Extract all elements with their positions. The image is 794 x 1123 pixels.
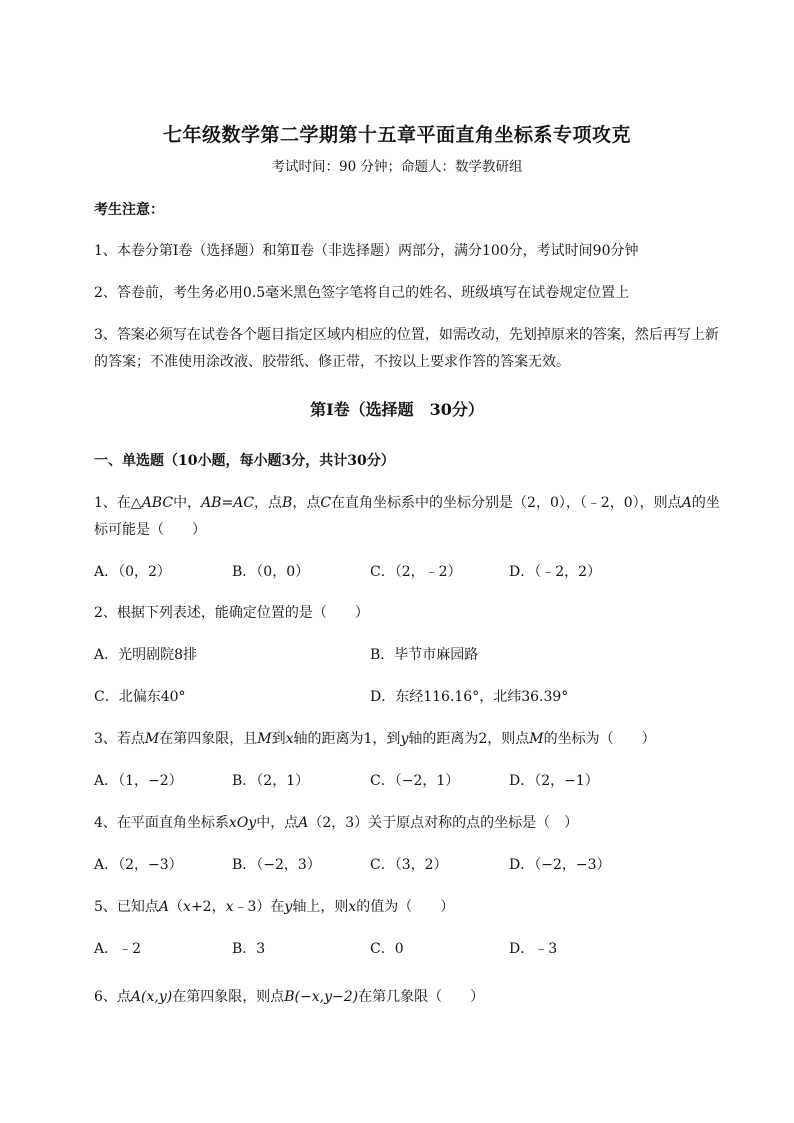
question-1-stem: 1、在△ABC中，AB=AC，点B，点C在直角坐标系中的坐标分别是（2，0），（﹣2，0），则点A的坐: [94, 495, 720, 511]
q3-option-c[interactable]: C．（−2，1）: [370, 773, 460, 789]
question-6-stem: 6、点A(x,y)在第四象限，则点B(−x,y−2)在第几象限（ ）: [94, 989, 485, 1005]
q4-option-c[interactable]: C．（3，2）: [370, 857, 448, 873]
q4-option-b[interactable]: B．（−2，3）: [232, 857, 321, 873]
q2-option-b[interactable]: B．毕节市麻园路: [370, 647, 479, 663]
question-3-stem: 3、若点M在第四象限，且M到x轴的距离为1，到y轴的距离为2，则点M的坐标为（ ）: [94, 731, 656, 747]
notice-item-3-cont: 的答案；不准使用涂改液、胶带纸、修正带，不按以上要求作答的答案无效。: [94, 354, 570, 370]
q1-option-c[interactable]: C．（2，﹣2）: [370, 564, 462, 580]
q5-option-a[interactable]: A．﹣2: [94, 941, 142, 957]
q5-option-b[interactable]: B．3: [232, 941, 266, 957]
notice-item-1: 1、本卷分第Ⅰ卷（选择题）和第Ⅱ卷（非选择题）两部分，满分100分，考试时间90分钟: [94, 243, 639, 259]
exam-info: 考试时间：90 分钟；命题人：数学教研组: [271, 159, 523, 175]
question-1-stem-cont: 标可能是（ ）: [94, 522, 206, 538]
q5-option-d[interactable]: D．﹣3: [509, 941, 558, 957]
page-title: 七年级数学第二学期第十五章平面直角坐标系专项攻克: [162, 124, 631, 146]
q2-option-d[interactable]: D．东经116.16°，北纬36.39°: [370, 689, 569, 705]
q2-option-c[interactable]: C．北偏东40°: [94, 689, 186, 705]
q2-option-a[interactable]: A．光明剧院8排: [94, 647, 198, 663]
part-heading: 一、单选题（10小题，每小题3分，共计30分）: [94, 453, 395, 469]
q1-option-a[interactable]: A．（0，2）: [94, 564, 171, 580]
q4-option-d[interactable]: D．（−2，−3）: [509, 857, 611, 873]
notice-item-2: 2、答卷前，考生务必用0.5毫米黑色签字笔将自己的姓名、班级填写在试卷规定位置上: [94, 285, 630, 301]
q3-option-b[interactable]: B．（2，1）: [232, 773, 310, 789]
question-5-stem: 5、已知点A（x+2，x﹣3）在y轴上，则x的值为（ ）: [94, 899, 455, 915]
q1-option-d[interactable]: D．（﹣2，2）: [509, 564, 602, 580]
q4-option-a[interactable]: A．（2，−3）: [94, 857, 183, 873]
notice-heading: 考生注意：: [94, 202, 164, 218]
question-4-stem: 4、在平面直角坐标系xOy中，点A（2，3）关于原点对称的点的坐标是（ ）: [94, 815, 579, 831]
q1-option-b[interactable]: B．（0，0）: [232, 564, 310, 580]
q5-option-c[interactable]: C．0: [370, 941, 404, 957]
question-2-stem: 2、根据下列表述，能确定位置的是（ ）: [94, 605, 369, 621]
q3-option-a[interactable]: A．（1，−2）: [94, 773, 183, 789]
section-title: 第Ⅰ卷（选择题 30分）: [310, 400, 484, 419]
q3-option-d[interactable]: D．（2，−1）: [509, 773, 599, 789]
notice-item-3: 3、答案必须写在试卷各个题目指定区域内相应的位置，如需改动，先划掉原来的答案，然后再写上新: [94, 327, 719, 343]
